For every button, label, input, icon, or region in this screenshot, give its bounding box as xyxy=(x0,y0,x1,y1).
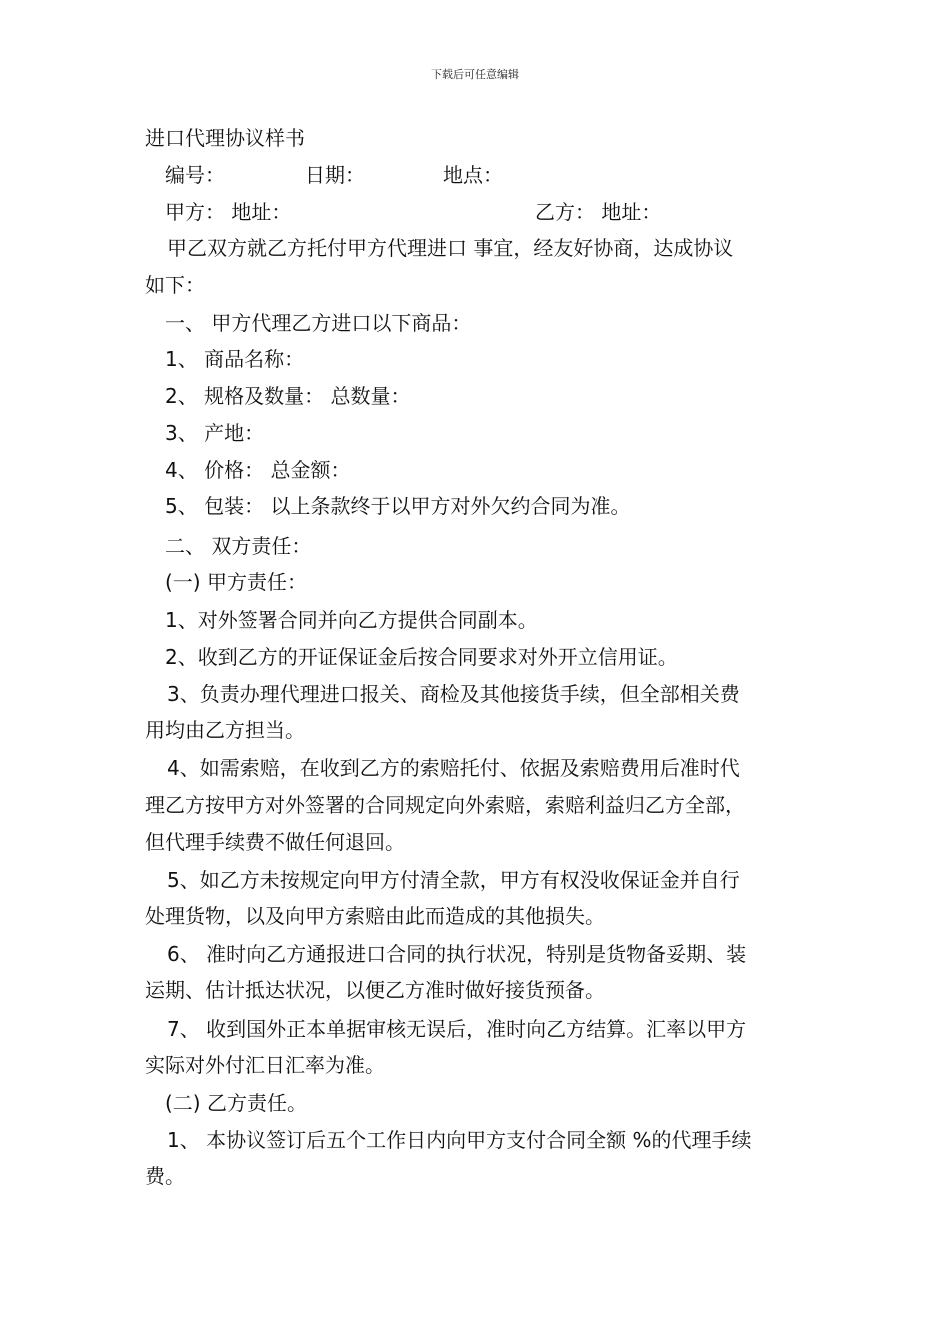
party-a-duty-line: 实际对外付汇日汇率为准。 xyxy=(145,1053,385,1077)
number-label: 编号： xyxy=(165,163,225,187)
party-a-duty-line: 1、对外签署合同并向乙方提供合同副本。 xyxy=(165,608,538,632)
party-a-duty-line: 7、 收到国外正本单据审核无误后，准时向乙方结算。汇率以甲方 xyxy=(167,1017,747,1041)
section-1-item: 2、 规格及数量： 总数量： xyxy=(165,384,411,408)
party-b-label: 乙方： 地址： xyxy=(535,200,662,224)
party-b-duties-heading: (二) 乙方责任。 xyxy=(165,1091,307,1115)
party-a-duty-line: 6、 准时向乙方通报进口合同的执行状况，特别是货物备妥期、装 xyxy=(167,942,747,966)
section-2-heading: 二、 双方责任： xyxy=(165,534,312,558)
intro-line-1: 甲乙双方就乙方托付甲方代理进口 事宜，经友好协商，达成协议 xyxy=(167,236,734,260)
party-a-label: 甲方： 地址： xyxy=(165,200,292,224)
party-b-duty-line: 费。 xyxy=(145,1164,185,1188)
party-a-duty-line: 5、如乙方未按规定向甲方付清全款，甲方有权没收保证金并自行 xyxy=(167,868,740,892)
party-b-duty-line: 1、 本协议签订后五个工作日内向甲方支付合同全额 %的代理手续 xyxy=(167,1128,752,1152)
party-a-duty-line: 4、如需索赔，在收到乙方的索赔托付、依据及索赔费用后准时代 xyxy=(167,756,740,780)
page-header-note: 下载后可任意编辑 xyxy=(431,68,519,81)
section-1-item: 4、 价格： 总金额： xyxy=(165,458,351,482)
party-a-duty-line: 3、负责办理代理进口报关、商检及其他接货手续，但全部相关费 xyxy=(167,682,740,706)
party-a-duties-heading: (一) 甲方责任： xyxy=(165,570,307,594)
party-a-duty-line: 2、收到乙方的开证保证金后按合同要求对外开立信用证。 xyxy=(165,645,678,669)
section-1-heading: 一、 甲方代理乙方进口以下商品： xyxy=(165,311,472,335)
section-1-item: 3、 产地： xyxy=(165,421,265,445)
section-1-item: 1、 商品名称： xyxy=(165,347,305,371)
intro-line-2: 如下： xyxy=(145,273,205,297)
party-a-duty-line: 处理货物，以及向甲方索赔由此而造成的其他损失。 xyxy=(145,904,605,928)
party-a-duty-line: 用均由乙方担当。 xyxy=(145,718,305,742)
section-1-item: 5、 包装： 以上条款终于以甲方对外欠约合同为准。 xyxy=(165,494,631,518)
place-label: 地点： xyxy=(443,163,503,187)
doc-title: 进口代理协议样书 xyxy=(145,126,305,150)
party-a-duty-line: 理乙方按甲方对外签署的合同规定向外索赔，索赔利益归乙方全部， xyxy=(145,793,745,817)
party-a-duty-line: 但代理手续费不做任何退回。 xyxy=(145,830,405,854)
date-label: 日期： xyxy=(305,163,365,187)
party-a-duty-line: 运期、估计抵达状况，以便乙方准时做好接货预备。 xyxy=(145,978,605,1002)
